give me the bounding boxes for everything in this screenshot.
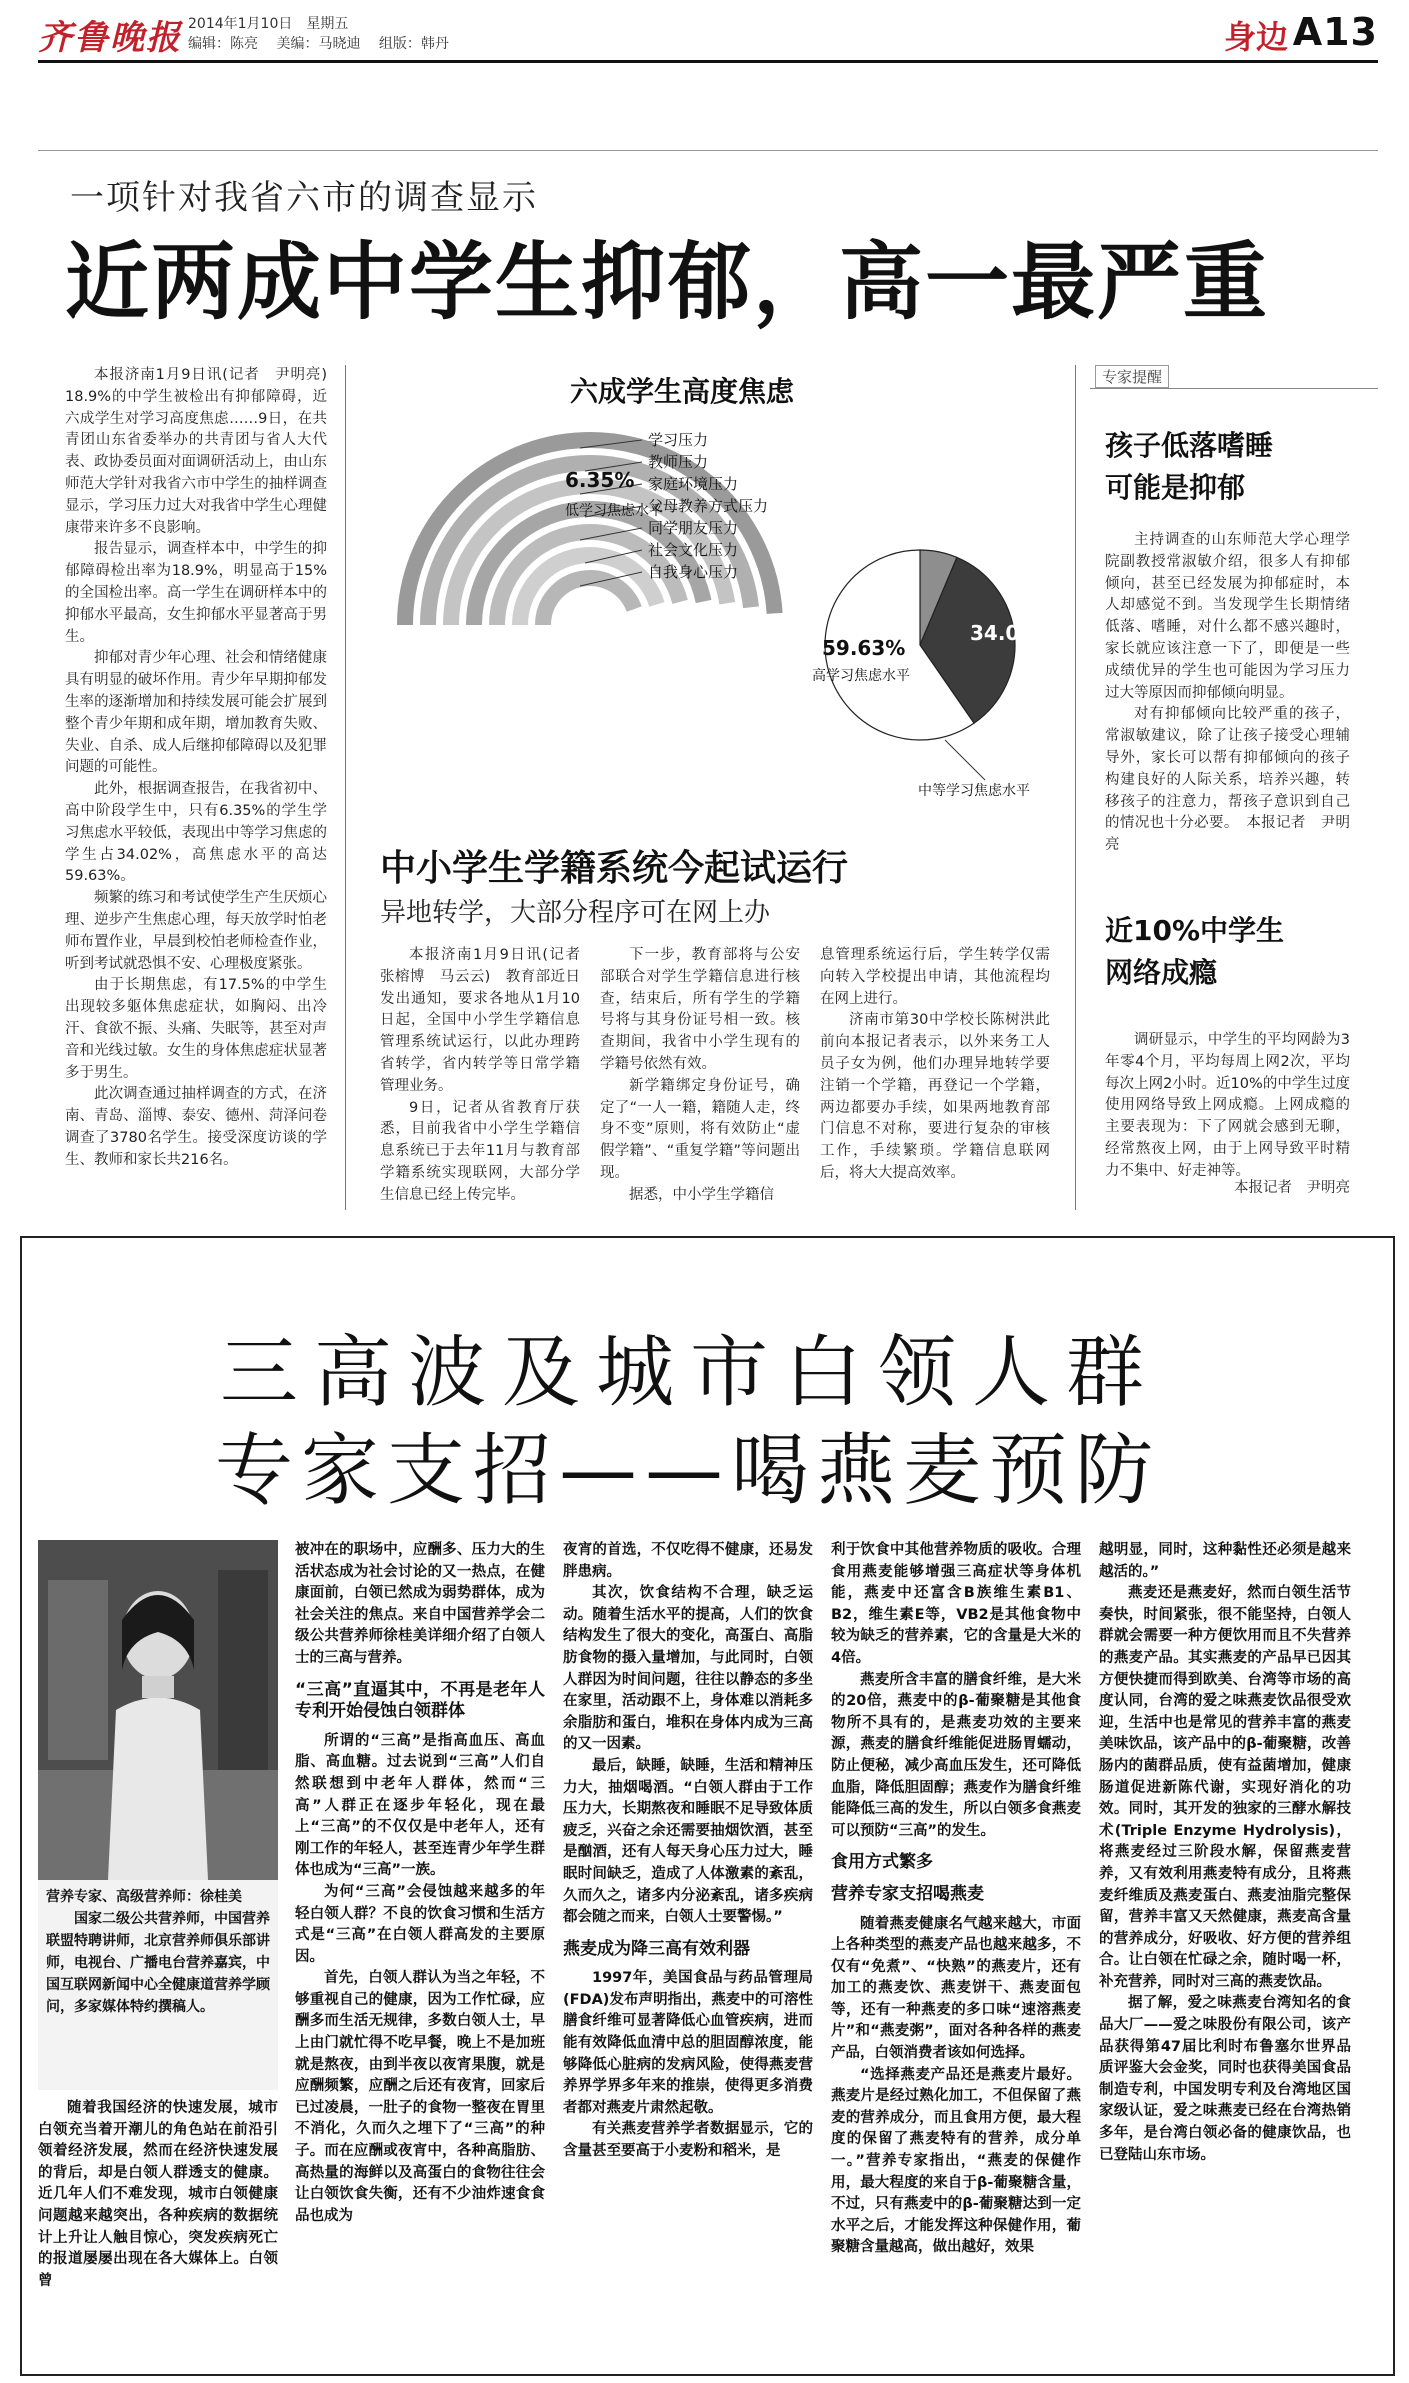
section-name: 身边: [1223, 18, 1288, 56]
sidebar-headline: 孩子低落嗜睡 可能是抑郁: [1105, 429, 1274, 504]
chart-title: 六成学生高度焦虑: [570, 375, 795, 408]
ad-section-heading: “三高”直逼其中，不再是老年人专利开始侵蚀白领群体: [295, 1679, 545, 1722]
paragraph: 新学籍绑定身份证号，确定了“一人一籍，籍随人走，终身不变”原则，将有效防止“虚假学籍”、“重复学籍”等问题出现。: [600, 1077, 800, 1181]
newspaper-logo: 齐鲁晚报: [38, 18, 182, 58]
category-label: 同学朋友压力: [648, 519, 739, 537]
ad-subheadline: 专家支招——喝燕麦预防: [215, 1426, 1162, 1516]
editor-credit: 编辑：陈亮: [188, 36, 258, 52]
pie-category-label: 中等学习焦虑水平: [918, 783, 1030, 799]
sidebar-column: [1105, 1030, 1350, 1183]
pie-category-label: 高学习焦虑水平: [812, 668, 910, 684]
ad-headline: 三高波及城市白领人群: [220, 1328, 1161, 1418]
article-column: [380, 945, 595, 1207]
issue-date: 2014年1月10日 星期五: [188, 16, 349, 32]
expert-caption: [38, 1880, 278, 2090]
ad-section-heading: 食用方式繁多: [831, 1852, 933, 1873]
paragraph: 下一步，教育部将与公安部联合对学生学籍信息进行核查，结束后，所有学生的学籍号将与其身份证号相一致。核查期间，我省中小学生现有的学籍号依然有效。: [600, 947, 800, 1072]
section-rule: [38, 150, 1378, 151]
article-column: [820, 945, 1050, 1185]
expert-photo: [38, 1540, 278, 1880]
paragraph: 有关燕麦营养学者数据显示，它的含量甚至要高于小麦粉和稻米，是: [563, 2121, 813, 2160]
paragraph: 抑郁对青少年心理、社会和情绪健康具有明显的破坏作用。青少年早期抑郁发生率的逐渐增加和持续发展可能会扩展到整个青少年期和成年期，增加教育失败、失业、自杀、成人后继抑郁障碍以及犯罪问题的可能性。: [65, 650, 327, 776]
column-divider: [345, 365, 346, 1210]
pie-value-label: 6.35%: [565, 468, 635, 492]
article2-subhead: 异地转学，大部分程序可在网上办: [380, 898, 771, 928]
paragraph: 此外，根据调查报告，在我省初中、高中阶段学生中，只有6.35%的学生学习焦虑水平较低，表现出中等学习焦虑的学生占34.02%，高焦虑水平的高达59.63%。: [65, 781, 327, 885]
sidebar-headline: 近10%中学生 网络成瘾: [1105, 914, 1285, 989]
article-column: [600, 945, 800, 1207]
paragraph: 随着我国经济的快速发展，城市白领充当着开潮儿的角色站在前沿引领着经济发展，然而在经济快速发展的背后，却是白领人群透支的健康。近几年人们不难发现，城市白领健康问题越来越突出，各种疾病的数据统计上升让人触目惊心，突发疾病死亡的报道屡屡出现在各大媒体上。白领曾: [38, 2100, 278, 2289]
caption-body: 国家二级公共营养师，中国营养联盟特聘讲师，北京营养师俱乐部讲师，电视台、广播电台营养嘉宾，中国互联网新闻中心全健康道营养学顾问，多家媒体特约撰稿人。: [46, 1911, 270, 2015]
header-meta: [188, 14, 463, 54]
category-label: 学习压力: [648, 431, 709, 449]
page-number: A13: [1292, 10, 1378, 54]
paragraph: 所谓的“三高”是指高血压、高血脂、高血糖。过去说到“三高”人们自然联想到中老年人群体，然而“三高”人群正在逐步年轻化，现在最上“三高”的不仅仅是中老年人，还有刚工作的年轻人，甚至连青少年学生群体也成为“三高”一族。: [295, 1732, 545, 1879]
paragraph: 此次调查通过抽样调查的方式，在济南、青岛、淄博、泰安、德州、菏泽问卷调查了3780名学生。接受深度访谈的学生、教师和家长共216名。: [65, 1086, 327, 1168]
sidebar-label: 专家提醒: [1095, 365, 1169, 388]
category-label: 自我身心压力: [648, 563, 739, 581]
paragraph: 其次，饮食结构不合理，缺乏运动。随着生活水平的提高，人们的饮食结构发生了很大的变化，高蛋白、高脂肪食物的摄入量增加，与此同时，白领人群因为时间问题，往往以静态的多坐在家里，活动跟不上，身体难以消耗多余脂肪和蛋白，堆积在身体内成为三高的又一因素。: [563, 1585, 813, 1753]
pie-value-label: 34.02%: [970, 621, 1054, 645]
paragraph: 最后，缺睡，缺睡，生活和精神压力大，抽烟喝酒。“白领人群由于工作压力大，长期熬夜和睡眠不足导致体质疲乏，兴奋之余还需要抽烟饮酒，甚至是酗酒，还有人每天身心压力过大，睡眠时间缺乏，造成了人体激素的紊乱，久而久之，诸多内分泌紊乱，诸多疾病都会随之而来，白领人士要警惕。”: [563, 1757, 813, 1926]
category-label: 父母教养方式压力: [648, 497, 769, 515]
paragraph: 夜宵的首选，不仅吃得不健康，还易发胖患病。: [563, 1542, 813, 1580]
radial-bar: [543, 578, 634, 625]
column-divider: [1075, 365, 1076, 1210]
paragraph: 越明显，同时，这种黏性还必须是越来越活的。”: [1099, 1542, 1351, 1580]
layout-credit: 组版：韩丹: [378, 36, 449, 52]
category-label: 教师压力: [648, 453, 709, 471]
paragraph: 本报济南1月9日讯(记者 张榕博 马云云) 教育部近日发出通知，要求各地从1月10日起，全国中小学生学籍信息管理系统试运行，以此办理跨省转学，省内转学等日常学籍管理业务。: [380, 947, 595, 1094]
paragraph: 利于饮食中其他营养物质的吸收。合理食用燕麦能够增强三高症状等身体机能，燕麦中还富含B族维生素B1、B2，维生素E等，VB2是其他食物中较为缺乏的营养素，它的含量是大米的4倍。: [831, 1542, 1081, 1666]
ad-section-heading: 燕麦成为降三高有效利器: [563, 1938, 750, 1959]
paragraph: 燕麦所含丰富的膳食纤维，是大米的20倍，燕麦中的β-葡聚糖是其他食物所不具有的，是燕麦功效的主要来源，燕麦的膳食纤维能促进肠胃蠕动，防止便秘，减少高血压发生，还可降低血脂，降低胆固醇；燕麦作为膳食纤维能降低三高的发生，所以白领多食燕麦可以预防“三高”的发生。: [831, 1671, 1081, 1839]
paragraph: 9日，记者从省教育厅获悉，目前我省中小学生学籍信息系统已于去年11月与教育部学籍系统实现联网，大部分学生信息已经上传完毕。: [380, 1099, 580, 1203]
paragraph: 燕麦还是燕麦好，然而白领生活节奏快，时间紧张，很不能坚持，白领人群就会需要一种方便饮用而且不失营养的燕麦产品。其实燕麦的产品早已因其方便快捷而得到欧美、台湾等市场的高度认同，台湾的爱之味燕麦饮品很受欢迎，生活中也是常见的营养丰富的燕麦美味饮品，该产品中的β-葡聚糖，改善肠内的菌群品质，使有益菌增加，健康肠道促进新陈代谢，实现好消化的功效。同时，其开发的独家的三酵水解技术(Triple Enzyme Hydrolysis)，将燕麦经过三阶段水解，保留燕麦营养，又有效利用燕麦特有成分，且将燕麦纤维质及燕麦蛋白、燕麦油脂完整保留，营养丰富又天然健康，燕麦高含量的营养成分，好吸收、好方便的营养组合。让白领在忙碌之余，随时喝一杯，补充营养，同时对三高的燕麦饮品。: [1099, 1585, 1351, 1990]
header-rule: [38, 60, 1378, 63]
paragraph: 首先，白领人群认为当之年轻，不够重视自己的健康，因为工作忙碌，应酬多而生活无规律，多数白领人士，早上由门就忙得不吃早餐，晚上不是加班就是熬夜，由到半夜以夜宵果腹，就是应酬频繁，应酬之后还有夜宵，回家后已过凌晨，一肚子的食物一整夜在胃里不消化，久而久之埋下了“三高”的种子。而在应酬或夜宵中，各种高脂肪、高热量的海鲜以及高蛋白的食物往往会让白领饮食失衡，还有不少油炸速食食品也成为: [295, 1970, 545, 2224]
paragraph: 本报济南1月9日讯(记者 尹明亮) 18.9%的中学生被检出有抑郁障碍，近六成学生对学习高度焦虑……9日，在共青团山东省委举办的共青团与省人大代表、政协委员面对面调研活动上，由山东师范大学针对我省六市中学生的抽样调查显示，学习压力过大对我省中学生心理健康带来许多不良影响。: [65, 367, 342, 536]
ad-column: [563, 1540, 813, 2163]
paragraph: 济南市第30中学校长陈树洪此前向本报记者表示，以外来务工人员子女为例，他们办理异地转学要注销一个学籍，再登记一个学籍，两边都要办手续，如果两地教育部门信息不对称，要进行复杂的审核工作，手续繁琐。学籍信息联网后，将大大提高效率。: [820, 1012, 1050, 1181]
paragraph: 被冲在的职场中，应酬多、压力大的生活状态成为社会讨论的又一热点，在健康面前，白领已然成为弱势群体，成为社会关注的焦点。来自中国营养学会二级公共营养师徐桂美详细介绍了白领人士的三高与营养。: [295, 1542, 545, 1666]
category-label: 社会文化压力: [648, 541, 739, 559]
paragraph: 为何“三高”会侵蚀越来越多的年轻白领人群？不良的饮食习惯和生活方式是“三高”在白领人群高发的主要原因。: [295, 1883, 545, 1965]
ad-column: [1099, 1540, 1351, 2166]
ad-column: [295, 1540, 545, 2227]
paragraph: “选择燕麦产品还是燕麦片最好。燕麦片是经过熟化加工，不但保留了燕麦的营养成分，而且食用方便，最大程度的保留了燕麦特有的营养，成分单一。”营养专家指出，“燕麦的保健作用，最大程度的来自于β-葡聚糖含量，不过，只有燕麦中的β-葡聚糖达到一定水平之后，才能发挥这种保健作用，葡聚糖含量越高，做出越好，效果: [831, 2066, 1081, 2256]
caption-title: 营养专家、高级营养师：: [46, 1889, 200, 1905]
pie-category-label: 低学习焦虑水平: [565, 503, 663, 519]
ad-section-heading: 营养专家支招喝燕麦: [831, 1883, 984, 1904]
sidebar-rule: [1090, 388, 1378, 389]
paragraph: 据悉，中小学生学籍信: [629, 1186, 774, 1203]
article-kicker: 一项针对我省六市的调查显示: [70, 178, 538, 218]
anxiety-chart: [380, 410, 1080, 820]
masthead: [38, 10, 1378, 58]
art-credit: 美编：马晓迪: [276, 36, 361, 52]
paragraph: 1997年，美国食品与药品管理局(FDA)发布声明指出，燕麦中的可溶性膳食纤维可显著降低心血管疾病，进而能有效降低血清中总的胆固醇浓度，能够降低心脏病的发病风险，使得燕麦营养界学界多年来的推崇，使得更多消费者都对燕麦片肃然起敬。: [563, 1970, 813, 2116]
article-headline: 近两成中学生抑郁，高一最严重: [65, 233, 1270, 331]
paragraph: 息管理系统运行后，学生转学仅需向转入学校提出申请，其他流程均在网上进行。: [820, 947, 1050, 1007]
article-column: [65, 365, 342, 1171]
ad-column: [38, 2098, 278, 2292]
paragraph: 报告显示，调查样本中，中学生的抑郁障碍检出率为18.9%，明显高于15%的全国检出率。高一学生在调研样本中的抑郁水平最高，女生抑郁水平显著高于男生。: [65, 541, 327, 645]
paragraph: 据了解，爱之味燕麦台湾知名的食品大厂——爱之味股份有限公司，该产品获得第47届比利时布鲁塞尔世界品质评鉴大会金奖，同时也获得美国食品制造专利，中国发明专利及台湾地区国家级认证，爱之味燕麦已经在台湾热销多年，是台湾白领必备的健康饮品，也已登陆山东市场。: [1099, 1995, 1351, 2163]
paragraph: 调研显示，中学生的平均网龄为3年零4个月，平均每周上网2次，平均每次上网2小时。近10%的中学生过度使用网络导致上网成瘾。上网成瘾的主要表现为：下了网就会感到无聊，经常熬夜上网，由于上网导致平时精力不集中、好走神等。: [1105, 1032, 1350, 1179]
pie-value-label: 59.63%: [822, 636, 906, 660]
category-label: 家庭环境压力: [648, 475, 739, 493]
article2-headline: 中小学生学籍系统今起试运行: [380, 848, 849, 889]
sidebar-column: [1105, 530, 1350, 857]
paragraph: 主持调查的山东师范大学心理学院副教授常淑敏介绍，很多人有抑郁倾向，甚至已经发展为抑郁症时，本人却感觉不到。当发现学生长期情绪低落、嗜睡，对什么都不感兴趣时，家长就应该注意一下了，即便是一些成绩优异的学生也可能因为学习压力过大等原因而抑郁倾向明显。: [1105, 532, 1350, 701]
paragraph: 由于长期焦虑，有17.5%的中学生出现较多躯体焦虑症状，如胸闷、出冷汗、食欲不振、头痛、失眠等，甚至对声音和光线过敏。女生的身体焦虑症状显著多于男生。: [65, 977, 327, 1081]
sidebar-byline: 本报记者 尹明亮: [1234, 1180, 1350, 1196]
ad-column: [831, 1540, 1081, 2259]
paragraph: 随着燕麦健康名气越来越大，市面上各种类型的燕麦产品也越来越多，不仅有“免煮”、“快熟”的燕麦片，还有加工的燕麦饮、燕麦饼干、燕麦面包等，还有一种燕麦的多口味“速溶燕麦片”和“燕麦粥”，面对各种各样的燕麦产品，白领消费者该如何选择。: [831, 1915, 1081, 2062]
leader-line: [945, 740, 985, 780]
paragraph: 频繁的练习和考试使学生产生厌烦心理、逆步产生焦虑心理，每天放学时怕老师布置作业，早晨到校怕老师检查作业，听到考试就恐惧不安、心理极度紧张。: [65, 890, 327, 972]
caption-name: 徐桂美: [200, 1889, 242, 1905]
paragraph: 对有抑郁倾向比较严重的孩子，常淑敏建议，除了让孩子接受心理辅导外，家长可以帮有抑郁倾向的孩子构建良好的人际关系，培养兴趣，转移孩子的注意力，帮孩子意识到自己的情况也十分必要。 本报记者 尹明亮: [1105, 706, 1350, 854]
